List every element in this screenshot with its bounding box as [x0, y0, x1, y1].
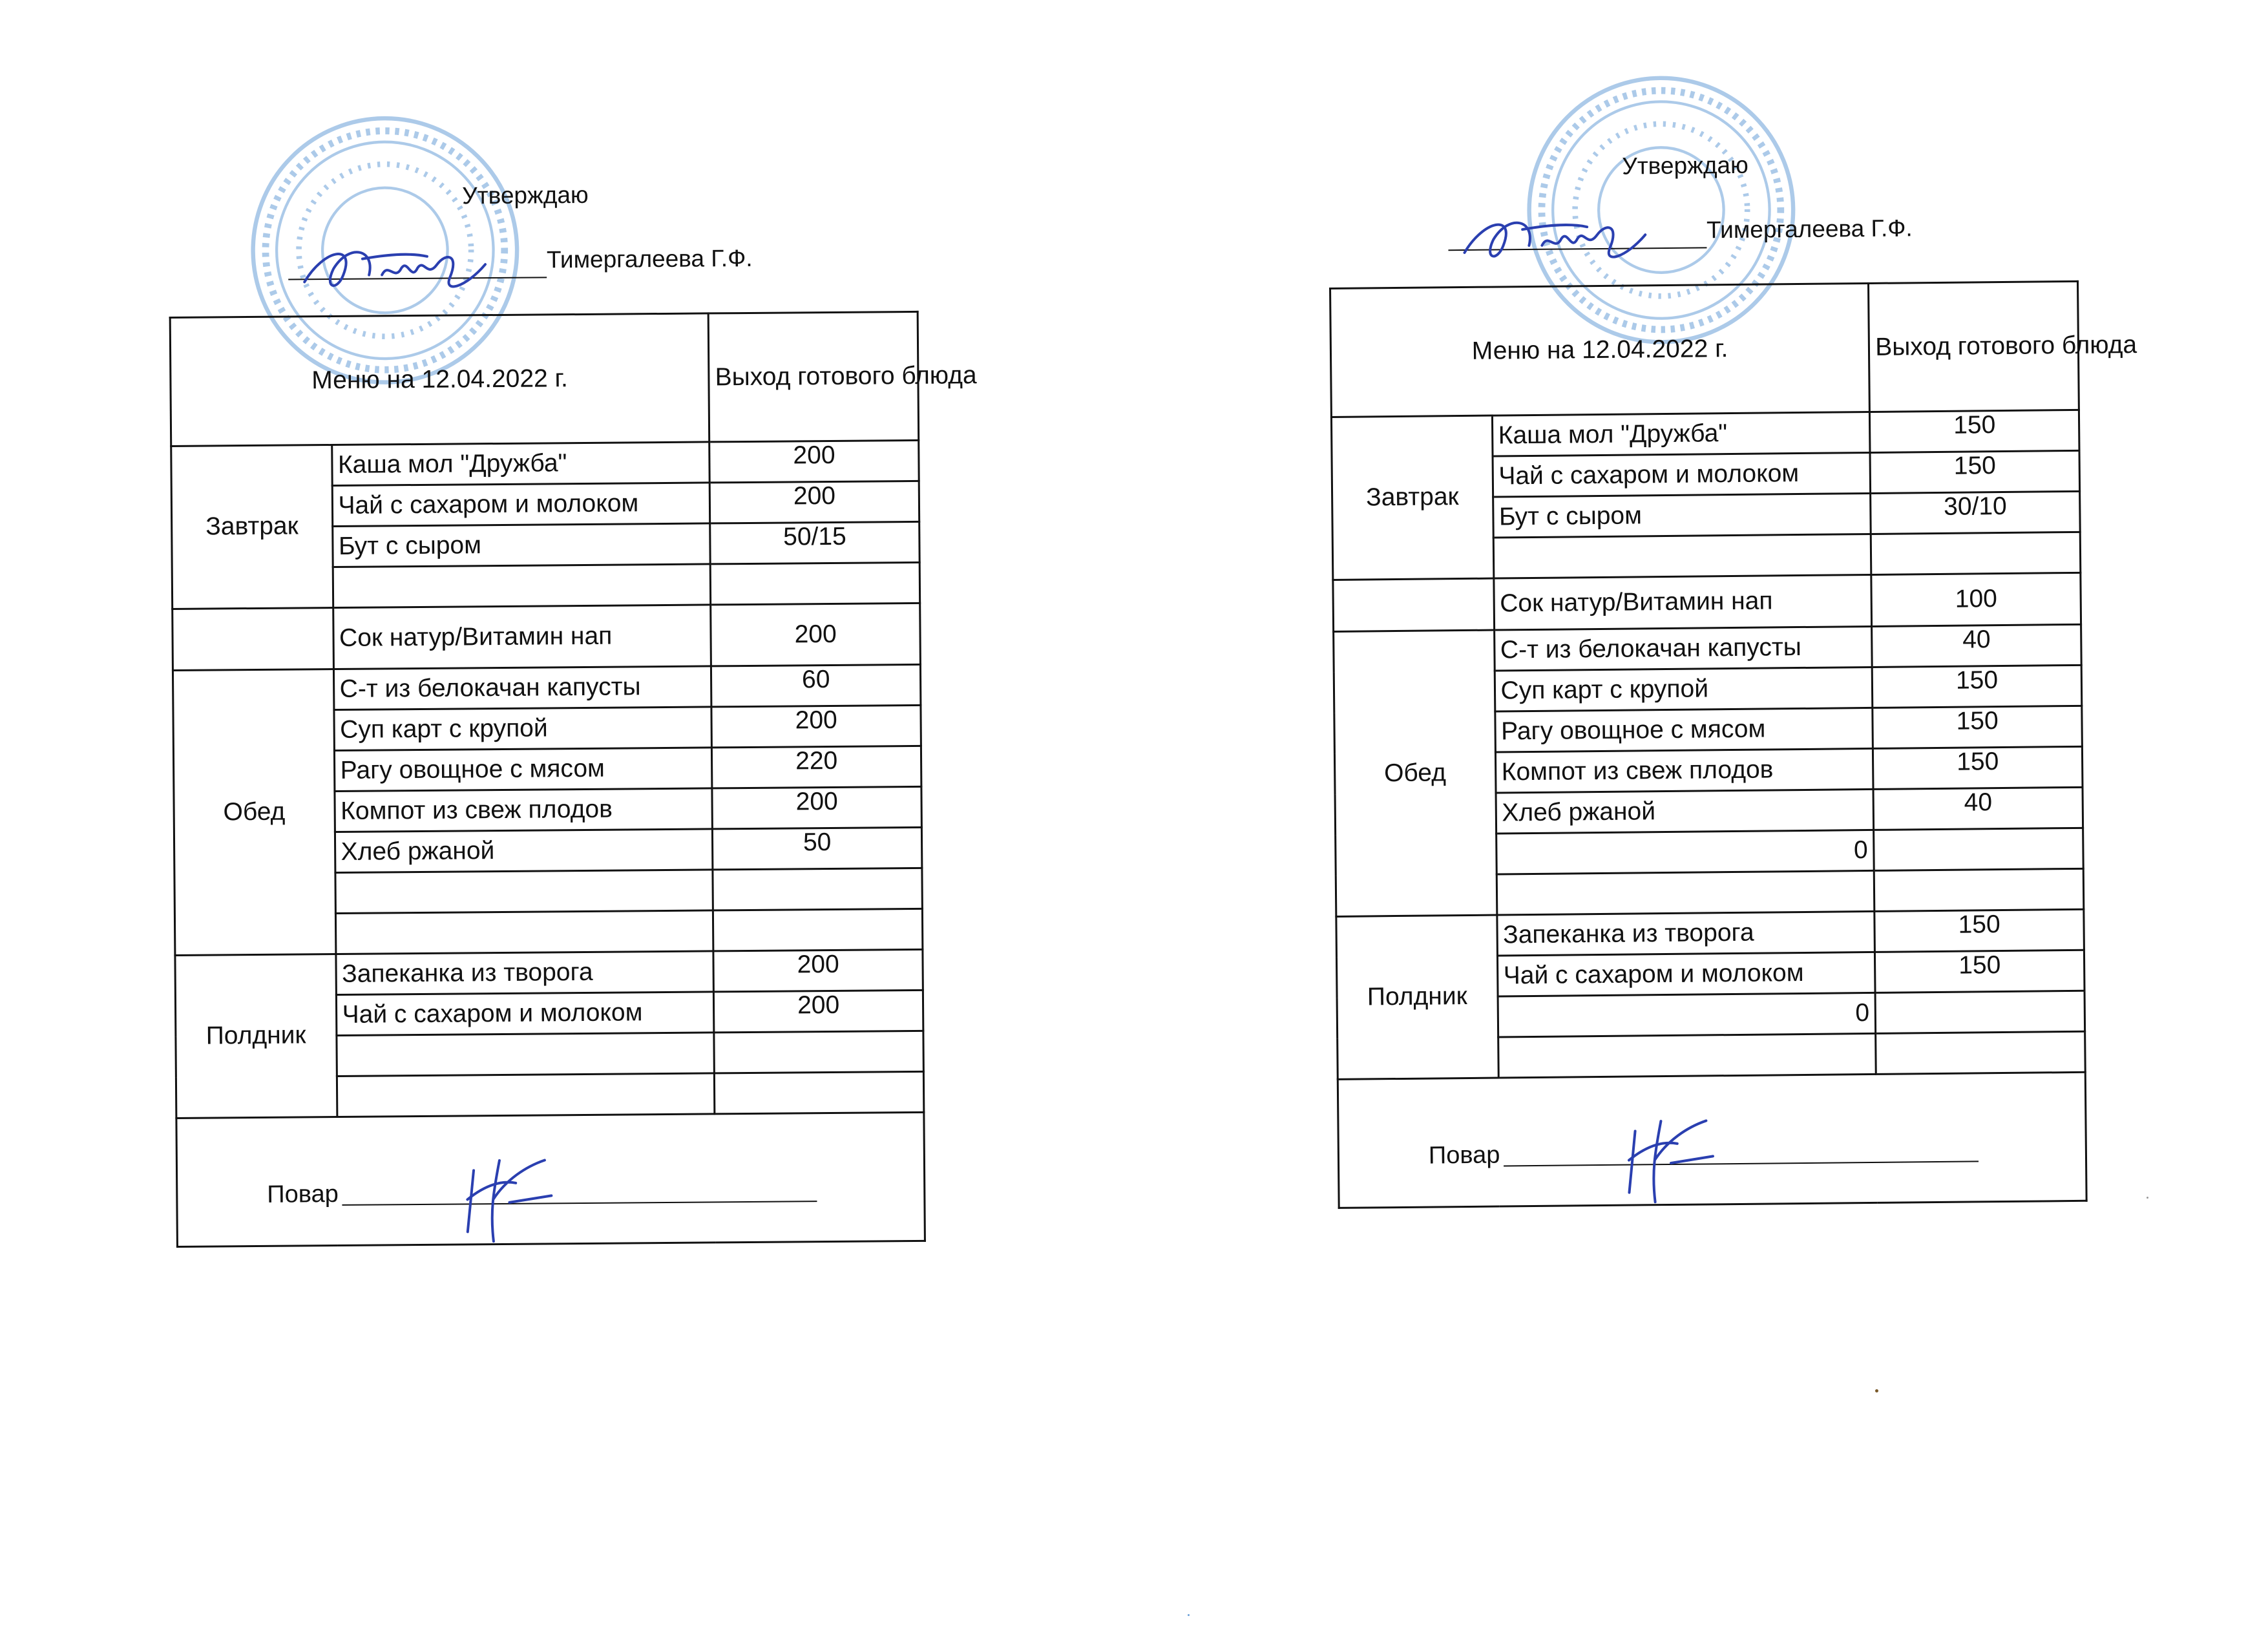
- paper-speck: [2147, 1197, 2148, 1199]
- dish-cell: Чай с сахаром и молоком: [1493, 452, 1871, 497]
- dish-cell: Запеканка из творога: [335, 951, 713, 995]
- dish-cell: Компот из свеж плодов: [1495, 748, 1873, 793]
- yield-cell: 100: [1871, 572, 2081, 626]
- dish-cell: Бут с сыром: [332, 523, 710, 567]
- approve-title: Утверждаю: [462, 181, 589, 209]
- yield-cell: 200: [711, 603, 920, 666]
- yield-cell: [710, 562, 919, 605]
- yield-cell: [713, 909, 923, 951]
- meal-label-lunch: Обед: [173, 669, 335, 956]
- dish-cell: [333, 564, 711, 608]
- director-signature: [1458, 199, 1652, 278]
- dish-cell: Чай с сахаром и молоком: [1497, 952, 1875, 996]
- yield-cell: 200: [709, 481, 919, 523]
- yield-cell: 150: [1875, 950, 2084, 993]
- dish-cell: Суп карт с крупой: [333, 707, 711, 751]
- cook-signature-line: [342, 1201, 817, 1206]
- dish-cell: Суп карт с крупой: [1495, 667, 1873, 711]
- yield-cell: 200: [709, 440, 919, 483]
- meal-label-afternoon: Полдник: [175, 954, 337, 1118]
- meal-label-breakfast: Завтрак: [171, 445, 333, 609]
- cook-signature-line: [1504, 1161, 1979, 1166]
- dish-cell: Хлеб ржаной: [335, 829, 713, 873]
- yield-cell: 40: [1872, 624, 2081, 667]
- approval-block: [168, 175, 919, 323]
- approval-block: [1328, 145, 2079, 294]
- meal-label-breakfast: Завтрак: [1331, 415, 1493, 580]
- meal-label-afternoon: Полдник: [1336, 915, 1498, 1079]
- menu-sheet-left: [168, 175, 977, 1208]
- dish-cell: 0: [1498, 993, 1876, 1037]
- dish-cell: [1493, 534, 1871, 578]
- yield-cell: [1871, 532, 2080, 574]
- dish-cell: [336, 1033, 714, 1077]
- dish-cell: 0: [1496, 830, 1874, 874]
- dish-cell: [1498, 1033, 1876, 1078]
- yield-cell: 200: [712, 786, 921, 829]
- dish-cell: С-т из белокачан капусты: [333, 666, 711, 710]
- yield-cell: 50: [713, 827, 922, 870]
- yield-cell: 50/15: [710, 521, 919, 564]
- menu-table: [1329, 280, 2137, 1209]
- yield-cell: 30/10: [1871, 491, 2080, 534]
- dish-cell: Сок натур/Витамин нап: [1493, 574, 1872, 630]
- yield-cell: 200: [711, 705, 921, 748]
- yield-cell: 200: [714, 990, 923, 1033]
- yield-cell: 60: [711, 664, 921, 707]
- dish-cell: Чай с сахаром и молоком: [332, 483, 710, 527]
- dish-cell: [335, 910, 713, 954]
- dish-cell: Каша мол "Дружба": [331, 442, 709, 486]
- yield-cell: [1875, 991, 2084, 1033]
- meal-label-snack: [173, 608, 333, 671]
- yield-cell: 200: [713, 949, 923, 992]
- dish-cell: Бут с сыром: [1493, 493, 1871, 538]
- yield-cell: [1874, 868, 2083, 911]
- approver-name: Тимергалеева Г.Ф.: [1706, 215, 1913, 244]
- approve-title: Утверждаю: [1622, 151, 1748, 180]
- cook-signature-row: [1338, 1072, 2086, 1208]
- yield-header: Выход готового блюда: [708, 311, 918, 442]
- yield-cell: 150: [1873, 706, 2082, 748]
- cook-block: [267, 1177, 817, 1208]
- menu-table: [169, 311, 977, 1248]
- dish-cell: Рагу овощное с мясом: [1495, 708, 1873, 752]
- yield-cell: 220: [712, 746, 921, 788]
- director-signature: [298, 229, 492, 308]
- yield-cell: [1876, 1031, 2085, 1074]
- cook-signature: [454, 1153, 552, 1245]
- dish-cell: Сок натур/Витамин нап: [333, 605, 711, 669]
- meal-label-snack: [1333, 578, 1494, 631]
- dish-cell: [335, 870, 713, 914]
- cook-signature: [1615, 1114, 1713, 1205]
- menu-date-title: Меню на 12.04.2022 г.: [170, 313, 709, 446]
- cook-signature-row: [176, 1112, 925, 1246]
- menu-sheet-right: [1328, 145, 2137, 1170]
- paper-speck: [1188, 1614, 1190, 1616]
- dish-cell: С-т из белокачан капусты: [1494, 626, 1872, 671]
- yield-cell: 150: [1870, 410, 2079, 452]
- yield-cell: [714, 1031, 923, 1073]
- dish-cell: [337, 1073, 715, 1117]
- meal-label-lunch: Обед: [1334, 630, 1497, 916]
- dish-cell: Компот из свеж плодов: [334, 788, 712, 832]
- yield-cell: 40: [1873, 787, 2083, 830]
- dish-cell: Запеканка из творога: [1496, 911, 1874, 956]
- yield-header: Выход готового блюда: [1869, 281, 2079, 412]
- dish-cell: Хлеб ржаной: [1496, 789, 1874, 834]
- yield-cell: 150: [1874, 909, 2084, 952]
- paper-speck: [1875, 1389, 1878, 1392]
- dish-cell: Рагу овощное с мясом: [334, 748, 712, 792]
- cook-block: [1429, 1137, 1979, 1170]
- yield-cell: [1874, 828, 2083, 870]
- dish-cell: Каша мол "Дружба": [1492, 412, 1870, 456]
- cook-label: Повар: [267, 1180, 339, 1208]
- yield-cell: [715, 1071, 924, 1114]
- menu-date-title: Меню на 12.04.2022 г.: [1330, 283, 1870, 417]
- yield-cell: 150: [1872, 665, 2081, 708]
- dish-cell: Чай с сахаром и молоком: [336, 992, 714, 1036]
- yield-cell: [713, 868, 922, 910]
- approver-name: Тимергалеева Г.Ф.: [546, 244, 753, 273]
- cook-label: Повар: [1428, 1141, 1500, 1170]
- yield-cell: 150: [1873, 746, 2083, 789]
- yield-cell: 150: [1870, 450, 2079, 493]
- dish-cell: [1496, 870, 1874, 915]
